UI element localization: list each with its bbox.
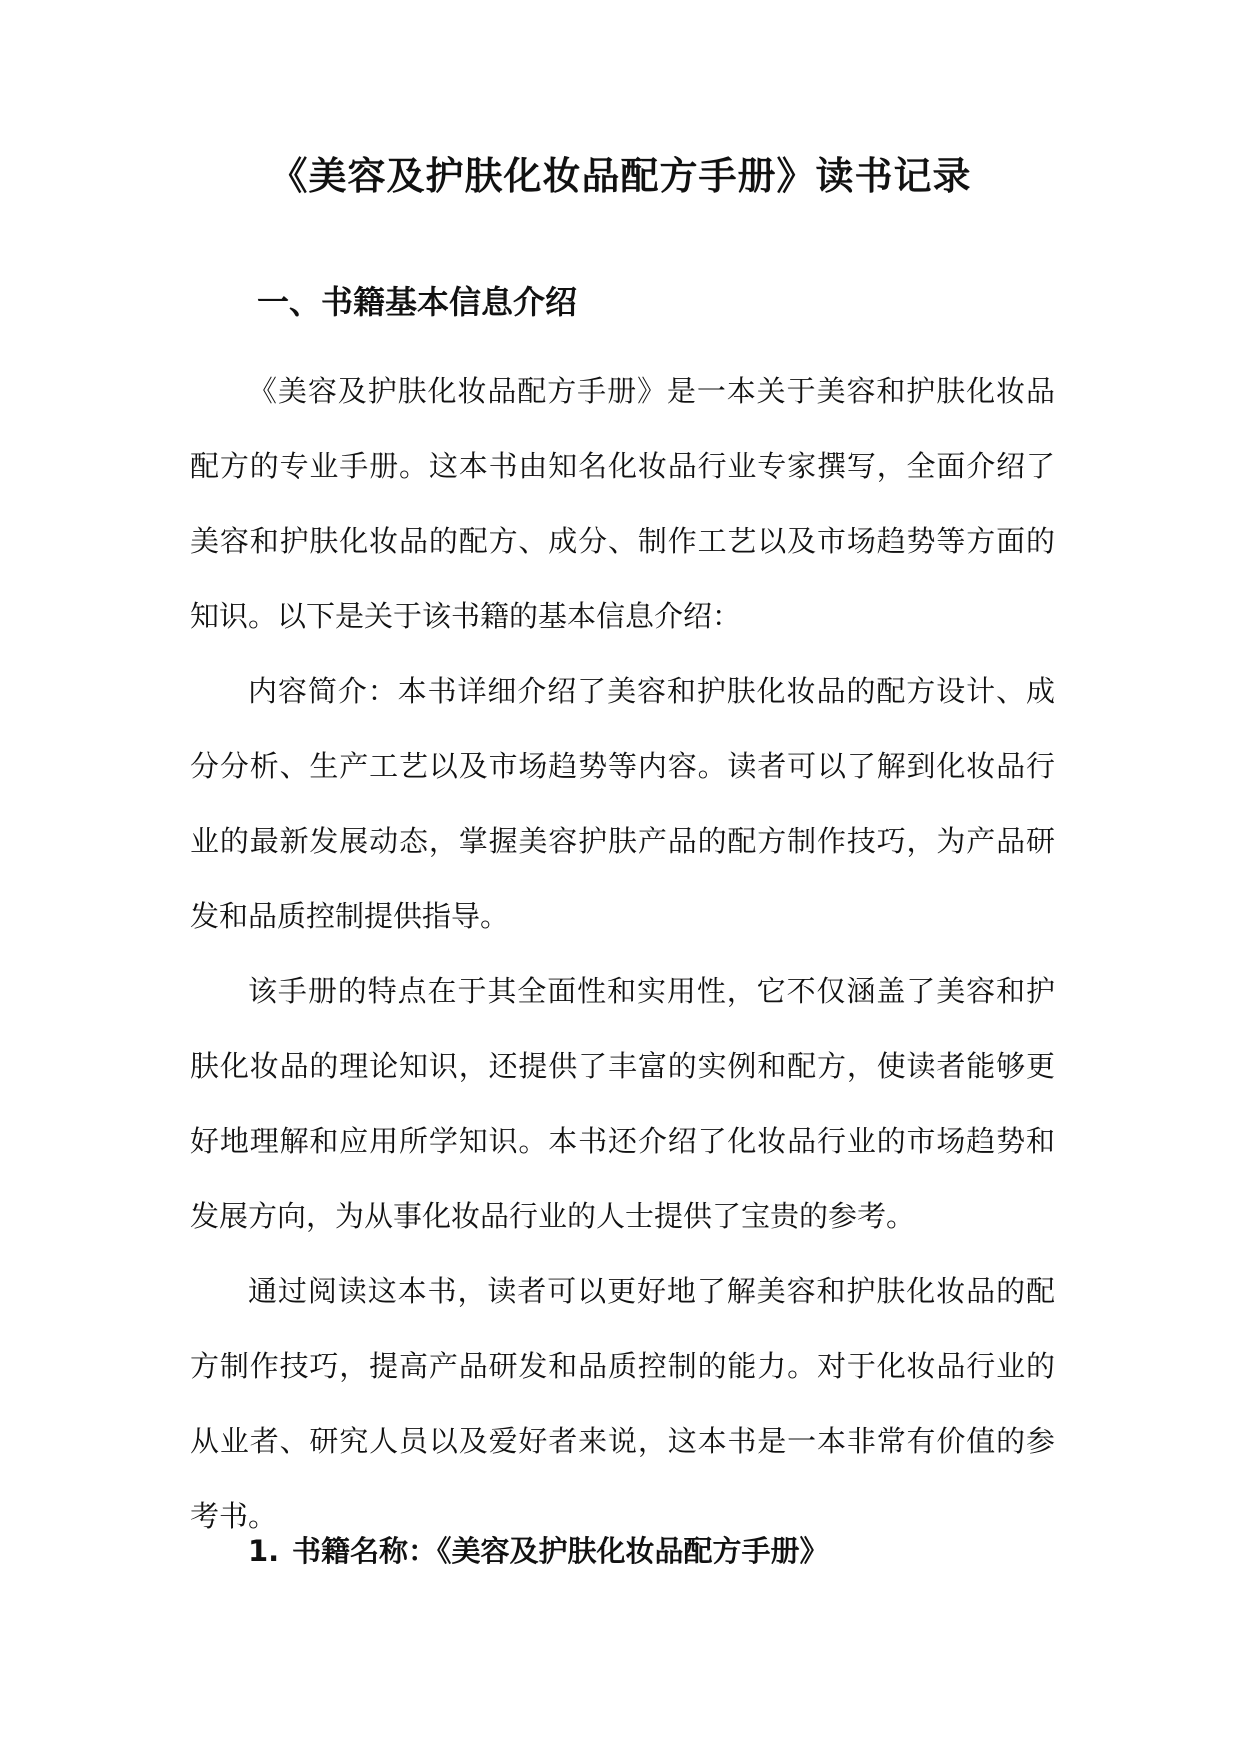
paragraph-conclusion: 通过阅读这本书，读者可以更好地了解美容和护肤化妆品的配方制作技巧，提高产品研发和品质控制的能力。对于化妆品行业的从业者、研究人员以及爱好者来说，这本书是一本非常有价值的参考书。 [190, 1274, 1055, 1533]
paragraph-intro: 《美容及护肤化妆品配方手册》是一本关于美容和护肤化妆品配方的专业手册。这本书由知名化妆品行业专家撰写，全面介绍了美容和护肤化妆品的配方、成分、制作工艺以及市场趋势等方面的知识。以下是关于该书籍的基本信息介绍： [190, 374, 1055, 633]
list-item-book-name [248, 1530, 829, 1572]
section-heading: 一、书籍基本信息介绍 [257, 283, 578, 321]
list-item-number: 1. [248, 1534, 280, 1568]
paragraph-features: 该手册的特点在于其全面性和实用性，它不仅涵盖了美容和护肤化妆品的理论知识，还提供了丰富的实例和配方，使读者能够更好地理解和应用所学知识。本书还介绍了化妆品行业的市场趋势和发展方向，为从事化妆品行业的人士提供了宝贵的参考。 [190, 974, 1055, 1233]
paragraph-summary: 内容简介：本书详细介绍了美容和护肤化妆品的配方设计、成分分析、生产工艺以及市场趋势等内容。读者可以了解到化妆品行业的最新发展动态，掌握美容护肤产品的配方制作技巧，为产品研发和品质控制提供指导。 [190, 674, 1055, 933]
document-title: 《美容及护肤化妆品配方手册》读书记录 [269, 154, 972, 198]
list-item-text: 书籍名称：《美容及护肤化妆品配方手册》 [292, 1534, 829, 1568]
